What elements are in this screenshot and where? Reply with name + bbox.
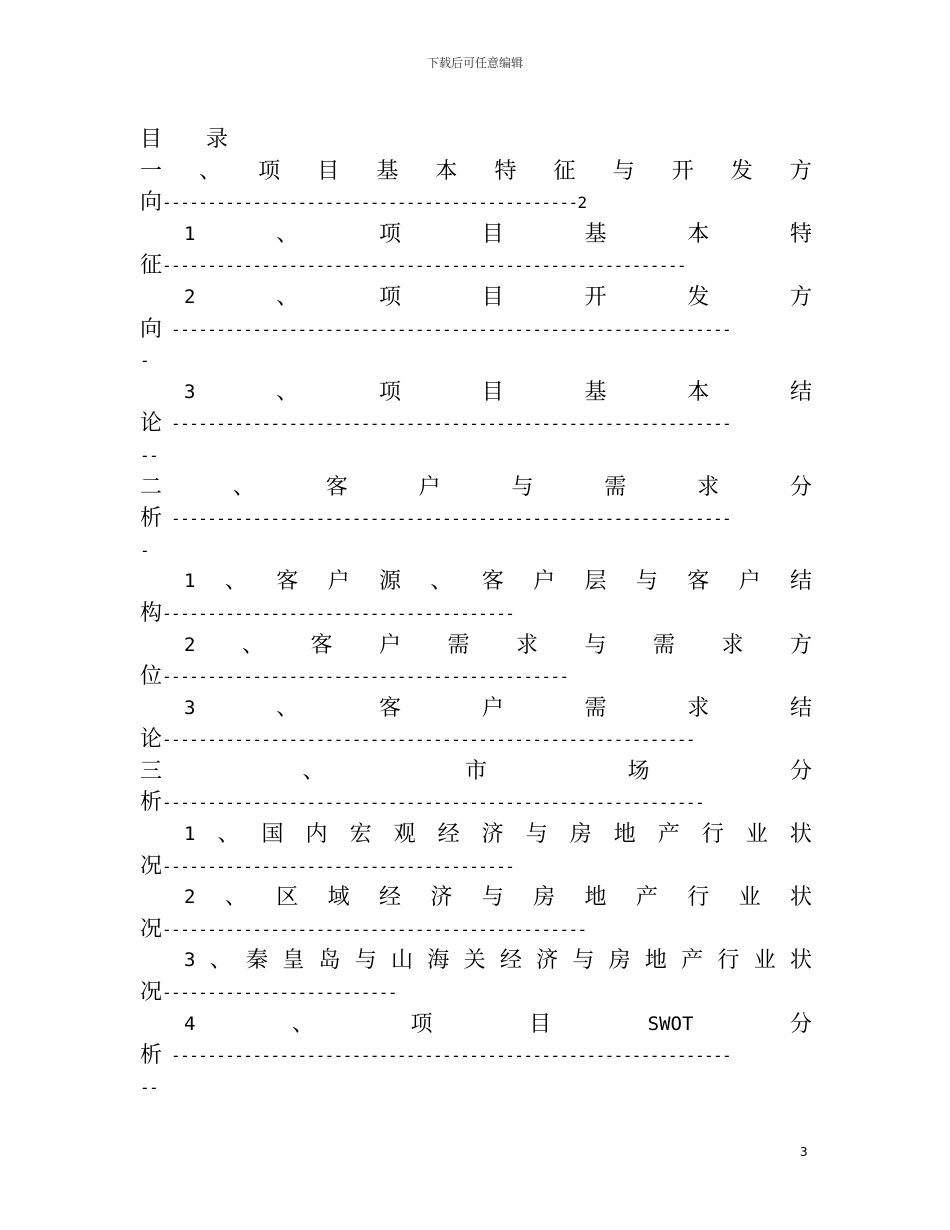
toc-entry-token: 3 (184, 949, 196, 972)
toc-entry-token: 与 (481, 885, 504, 911)
toc-entry-token: 与 (584, 632, 607, 658)
toc-entry-token: 产 (657, 822, 680, 848)
toc-leader: --------------------------------------- (162, 603, 515, 623)
toc-entry-token: 求 (697, 474, 720, 500)
toc-entry-token: 地 (644, 948, 667, 974)
toc-entry-token: 、 (199, 158, 222, 184)
toc-leader: - (140, 540, 150, 560)
toc-entry-tail: 征 (140, 253, 163, 279)
toc-entry-token: 房 (569, 822, 592, 848)
toc-entry-token: 征 (553, 158, 576, 184)
page-header: 下载后可任意编辑 (426, 56, 523, 70)
toc-entry-token: 分 (789, 1011, 812, 1037)
toc-entry-token: 房 (533, 885, 556, 911)
toc-entry-token: 求 (515, 632, 538, 658)
toc-entry-token: 岛 (318, 948, 341, 974)
toc-entry-token: 3 (184, 696, 196, 719)
toc-line (140, 756, 812, 788)
toc-entry-token: 客 (378, 695, 401, 721)
toc-entry-token: 分 (789, 758, 812, 784)
toc-entry-token: 需 (584, 695, 607, 721)
toc-line (140, 377, 812, 409)
toc-entry-token: 源 (378, 569, 401, 595)
toc-line (140, 977, 812, 1009)
toc-entry-tail: 况 (140, 853, 163, 879)
toc-entry-token: 一 (140, 158, 163, 184)
toc-entry-token: 客 (687, 569, 710, 595)
toc-leader: -------------------------------------------------------------- (162, 319, 732, 339)
toc-line (140, 345, 812, 377)
toc-entry-tail: 构 (140, 600, 163, 626)
toc-leader: --------------------------------------- (162, 856, 515, 876)
toc-leader: ----------------------------------------------2 (162, 193, 587, 213)
toc-entry-token: 关 (463, 948, 486, 974)
toc-entry-token: 方 (789, 158, 812, 184)
toc-entry-token: 3 (184, 380, 196, 403)
toc-entry-token: 与 (572, 948, 595, 974)
toc-leader: -- (140, 1077, 159, 1097)
toc-entry-token: 基 (584, 221, 607, 247)
toc-entry-token: 目 (317, 158, 340, 184)
toc-entry-token: 行 (687, 885, 710, 911)
toc-entry-token: 与 (511, 474, 534, 500)
toc-entry-token: 1 (184, 222, 196, 245)
toc-entry-token: 户 (481, 695, 504, 721)
toc-line (140, 945, 812, 977)
toc-entry-token: 状 (789, 948, 812, 974)
toc-entry-token: 发 (687, 284, 710, 310)
toc-entry-token: 方 (789, 632, 812, 658)
toc-entry-token: 与 (635, 569, 658, 595)
toc-line (140, 1040, 812, 1072)
toc-entry-token: 1 (184, 823, 196, 846)
toc-line (140, 882, 812, 914)
toc-line (140, 851, 812, 883)
toc-entry-token: 业 (753, 948, 776, 974)
toc-entry-token: 4 (184, 1012, 196, 1035)
toc-entry-token: 、 (302, 758, 325, 784)
toc-entry-tail: 位 (140, 664, 163, 690)
toc-entry-token: 本 (687, 379, 710, 405)
toc-line (140, 250, 812, 282)
toc-leader: -------------------------- (162, 983, 397, 1003)
toc-entry-tail: 况 (140, 980, 163, 1006)
toc-entry-token: 结 (789, 695, 812, 721)
toc-entry-token: 房 (608, 948, 631, 974)
toc-line (140, 187, 812, 219)
toc-entry-token: 、 (224, 569, 247, 595)
toc-entry-token: 户 (378, 632, 401, 658)
toc-leader: - (140, 351, 150, 371)
toc-entry-token: 、 (276, 221, 299, 247)
toc-line (140, 124, 812, 156)
toc-entry-token: 本 (435, 158, 458, 184)
toc-entry-token: 目 (481, 221, 504, 247)
toc-entry-token: 客 (276, 569, 299, 595)
toc-entry-token: 项 (378, 379, 401, 405)
toc-entry-token: 层 (584, 569, 607, 595)
toc-entry-token: 二 (140, 474, 163, 500)
toc-entry-token: 皇 (282, 948, 305, 974)
toc-line (140, 566, 812, 598)
toc-title-char: 录 (206, 127, 229, 152)
toc-line (140, 598, 812, 630)
toc-line (140, 156, 812, 188)
toc-entry-token: 结 (789, 569, 812, 595)
toc-entry-token: 户 (738, 569, 761, 595)
toc-entry-token: 济 (536, 948, 559, 974)
toc-entry-tail: 况 (140, 916, 163, 942)
toc-line (140, 219, 812, 251)
toc-entry-tail: 论 (140, 411, 163, 437)
toc-entry-token: 开 (584, 284, 607, 310)
toc-entry-tail: 论 (140, 727, 163, 753)
toc-entry-token: 户 (418, 474, 441, 500)
toc-entry-token: 基 (376, 158, 399, 184)
toc-entry-token: 客 (310, 632, 333, 658)
toc-leader: -------------------------------------------------------------- (162, 1046, 732, 1066)
toc-leader: ---------------------------------------------------------- (162, 256, 686, 276)
toc-line (140, 535, 812, 567)
toc-entry-token: 项 (410, 1011, 433, 1037)
toc-entry-token: 本 (687, 221, 710, 247)
toc-entry-token: SWOT (647, 1012, 694, 1035)
toc-entry-token: 、 (291, 1011, 314, 1037)
toc-entry-token: 宏 (349, 822, 372, 848)
toc-entry-token: 行 (701, 822, 724, 848)
toc-entry-token: 状 (789, 822, 812, 848)
toc-entry-token: 、 (241, 632, 264, 658)
toc-entry-tail: 析 (140, 790, 163, 816)
toc-entry-token: 海 (427, 948, 450, 974)
toc-leader: ------------------------------------------------------------ (162, 793, 704, 813)
toc-entry-token: 市 (464, 758, 487, 784)
toc-entry-token: 方 (789, 284, 812, 310)
toc-entry-token: 目 (529, 1011, 552, 1037)
toc-entry-token: 户 (327, 569, 350, 595)
toc-entry-token: 观 (393, 822, 416, 848)
toc-entry-token: 地 (584, 885, 607, 911)
toc-line (140, 787, 812, 819)
toc-leader: --------------------------------------------- (162, 667, 569, 687)
toc-line (140, 1072, 812, 1104)
toc-entry-token: 客 (325, 474, 348, 500)
toc-entry-token: 、 (209, 948, 232, 974)
toc-entry-token: 1 (184, 570, 196, 593)
toc-entry-token: 经 (437, 822, 460, 848)
toc-line (140, 1009, 812, 1041)
toc-leader: ----------------------------------------------- (162, 919, 587, 939)
toc-entry-token: 客 (481, 569, 504, 595)
toc-entry-token: 场 (627, 758, 650, 784)
toc-entry-token: 经 (378, 885, 401, 911)
toc-entry-tail: 向 (140, 316, 163, 342)
toc-line (140, 819, 812, 851)
toc-entry-token: 山 (391, 948, 414, 974)
toc-entry-token: 与 (612, 158, 635, 184)
toc-entry-token: 需 (652, 632, 675, 658)
toc-entry-token: 2 (184, 285, 196, 308)
toc-entry-token: 域 (327, 885, 350, 911)
toc-entry-token: 目 (481, 284, 504, 310)
toc-entry-token: 内 (305, 822, 328, 848)
toc-entry-token: 济 (481, 822, 504, 848)
toc-entry-token: 目 (481, 379, 504, 405)
toc-entry-token: 分 (789, 474, 812, 500)
toc-line (140, 472, 812, 504)
toc-line (140, 503, 812, 535)
table-of-contents (140, 124, 812, 1103)
toc-leader: -------------------------------------------------------------- (162, 414, 732, 434)
toc-entry-token: 基 (584, 379, 607, 405)
toc-entry-token: 、 (224, 885, 247, 911)
toc-entry-token: 项 (258, 158, 281, 184)
toc-title-char: 目 (140, 127, 163, 152)
toc-line (140, 661, 812, 693)
toc-entry-token: 与 (354, 948, 377, 974)
toc-entry-token: 济 (430, 885, 453, 911)
toc-entry-token: 产 (635, 885, 658, 911)
toc-entry-token: 业 (745, 822, 768, 848)
toc-line (140, 630, 812, 662)
toc-entry-token: 特 (494, 158, 517, 184)
toc-entry-token: 国 (261, 822, 284, 848)
toc-entry-token: 结 (789, 379, 812, 405)
toc-entry-token: 求 (721, 632, 744, 658)
toc-entry-token: 户 (533, 569, 556, 595)
toc-entry-token: 区 (276, 885, 299, 911)
toc-entry-token: 发 (730, 158, 753, 184)
toc-entry-token: 业 (738, 885, 761, 911)
toc-entry-token: 、 (276, 284, 299, 310)
toc-entry-token: 产 (681, 948, 704, 974)
toc-line (140, 282, 812, 314)
toc-leader: -------------------------------------------------------------- (162, 509, 732, 529)
toc-entry-token: 、 (430, 569, 453, 595)
page-number: 3 (800, 1145, 808, 1159)
toc-entry-token: 项 (378, 221, 401, 247)
toc-entry-token: 2 (184, 886, 196, 909)
toc-entry-token: 地 (613, 822, 636, 848)
toc-entry-tail: 析 (140, 506, 163, 532)
toc-entry-token: 、 (276, 379, 299, 405)
toc-line (140, 914, 812, 946)
toc-entry-token: 、 (232, 474, 255, 500)
toc-line (140, 724, 812, 756)
toc-leader: ----------------------------------------------------------- (162, 730, 695, 750)
toc-entry-token: 特 (789, 221, 812, 247)
toc-line (140, 693, 812, 725)
toc-entry-token: 秦 (245, 948, 268, 974)
toc-line (140, 408, 812, 440)
toc-entry-token: 经 (499, 948, 522, 974)
toc-line (140, 440, 812, 472)
toc-entry-token: 求 (687, 695, 710, 721)
toc-entry-token: 状 (789, 885, 812, 911)
toc-leader: -- (140, 445, 159, 465)
toc-entry-tail: 向 (140, 190, 163, 216)
toc-entry-token: 三 (140, 758, 163, 784)
toc-entry-token: 、 (217, 822, 240, 848)
toc-entry-token: 需 (604, 474, 627, 500)
toc-entry-token: 开 (671, 158, 694, 184)
toc-entry-token: 行 (717, 948, 740, 974)
toc-line (140, 314, 812, 346)
toc-entry-tail: 析 (140, 1043, 163, 1069)
toc-entry-token: 、 (276, 695, 299, 721)
toc-entry-token: 2 (184, 633, 196, 656)
toc-entry-token: 项 (378, 284, 401, 310)
toc-entry-token: 与 (525, 822, 548, 848)
toc-entry-token: 需 (447, 632, 470, 658)
